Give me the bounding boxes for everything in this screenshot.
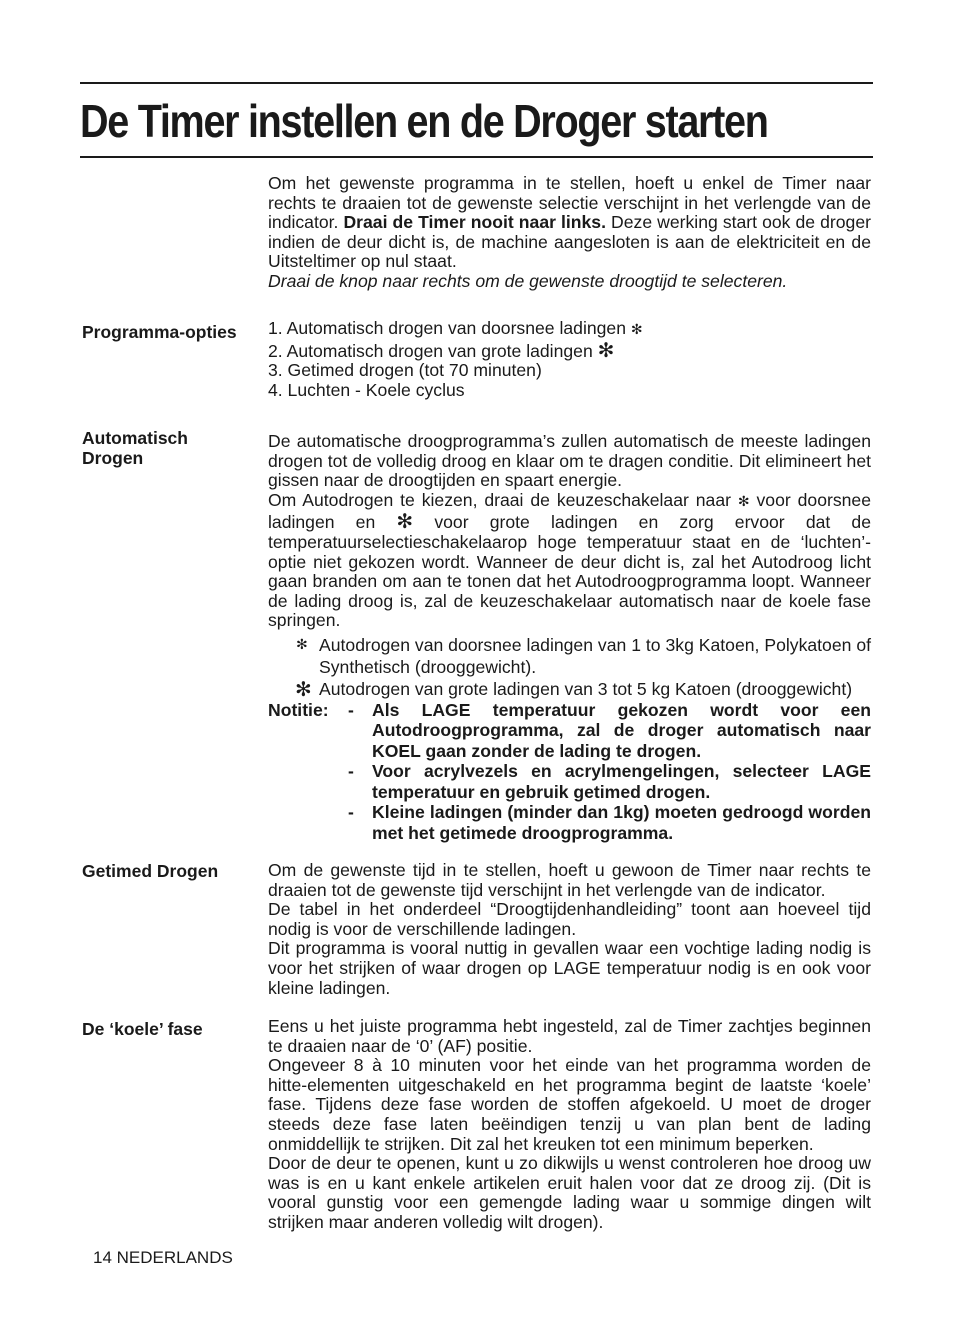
heading-line-1: Automatisch bbox=[82, 428, 188, 448]
list-item: 3. Getimed drogen (tot 70 minuten) bbox=[268, 360, 542, 381]
intro-text-1: Om het gewenste programma in te stellen, hoeft u enkel de Timer naar rechts te draaien tot de gewenste selectie verschijnt in het verlengde van de indicator. bbox=[268, 173, 871, 233]
program-options-list bbox=[268, 319, 871, 400]
title-bottom-rule bbox=[80, 156, 873, 158]
auto-sub-item-small bbox=[268, 634, 871, 678]
large-load-icon: ✻ bbox=[295, 676, 312, 701]
auto-p2-text-b: voor doorsnee ladingen en bbox=[268, 489, 871, 533]
koele-paragraph-3: Door de deur te openen, kunt u zo dikwijls u wenst controleren hoe droog uw was is en u kant enkele artikelen eruit halen voor dat ze droog zij. (Dit is vooral gunstig voor een gemengde lading waar u sommige dingen wilt strijken maar anderen volledig wilt drogen). bbox=[268, 1153, 871, 1232]
auto-sub-item-large bbox=[268, 678, 871, 700]
getimed-paragraph-1: Om de gewenste tijd in te stellen, hoeft u gewoon de Timer naar rechts te draaien tot de gewenste tijd verschijnt in het verlengde van de indicator. bbox=[268, 860, 871, 900]
getimed-drogen-section bbox=[268, 861, 871, 998]
note-text: Kleine ladingen (minder dan 1kg) moeten gedroogd worden met het getimede droogprogramma. bbox=[372, 802, 871, 843]
list-item: 4. Luchten - Koele cyclus bbox=[268, 379, 465, 400]
sub-item-text: Autodrogen van doorsnee ladingen van 1 to 3kg Katoen, Polykatoen of Synthetisch (drooggewicht). bbox=[319, 634, 871, 677]
programma-opties-section bbox=[268, 319, 871, 400]
getimed-paragraph-3: Dit programma is vooral nuttig in gevallen waar een vochtige lading nodig is voor het strijken of waar drogen op LAGE temperatuur nodig is en ook voor kleine ladingen. bbox=[268, 938, 871, 998]
note-item bbox=[268, 761, 871, 802]
intro-text-2: Deze werking start ook de droger indien de deur dicht is, de machine aangesloten is aan de elektriciteit en de Uitsteltimer op nul staat. bbox=[268, 212, 871, 272]
small-load-icon: ✻ bbox=[737, 493, 750, 510]
intro-instruction: Draai de knop naar rechts om de gewenste droogtijd te selecteren. bbox=[268, 270, 788, 291]
small-load-icon: ✻ bbox=[630, 322, 643, 338]
small-load-icon: ✻ bbox=[296, 636, 308, 653]
top-rule bbox=[80, 82, 873, 84]
note-dash: - bbox=[348, 699, 354, 720]
option-1-label: 1. Automatisch drogen van doorsnee ladingen bbox=[268, 318, 626, 338]
note-item bbox=[268, 700, 871, 762]
large-load-icon: ✻ bbox=[396, 509, 414, 534]
automatisch-drogen-heading bbox=[82, 428, 262, 468]
auto-paragraph-2 bbox=[268, 491, 871, 631]
notes-block bbox=[268, 700, 871, 844]
heading-line-2: Drogen bbox=[82, 448, 144, 468]
intro-warning: Draai de Timer nooit naar links. bbox=[343, 212, 606, 233]
note-dash: - bbox=[348, 761, 354, 782]
list-item bbox=[268, 319, 871, 341]
koele-paragraph-2: Ongeveer 8 à 10 minuten voor het einde van het programma worden de hitte-elementen uitgeschakeld en het programma begint de laatste ‘koele’ fase. Tijdens deze fase worden de stoffen afgekoeld. U moet de droger steeds deze fase laten beëindigen tenzij u van plan bent de lading onmiddellijk te strijken. Dit zal het kreuken tot een minimum beperken. bbox=[268, 1055, 871, 1154]
note-label: Notitie: bbox=[268, 699, 329, 720]
koele-fase-section bbox=[268, 1017, 871, 1233]
note-text: Als LAGE temperatuur gekozen wordt voor een Autodroogprogramma, zal de droger automatisch naar KOEL gaan zonder de lading te drogen. bbox=[372, 699, 871, 761]
large-load-icon: ✻ bbox=[597, 337, 615, 362]
koele-paragraph-1: Eens u het juiste programma hebt ingesteld, zal de Timer zachtjes beginnen te draaien naar de ‘0’ (AF) positie. bbox=[268, 1016, 871, 1056]
page-footer: 14 NEDERLANDS bbox=[93, 1248, 233, 1267]
sub-item-text: Autodrogen van grote ladingen van 3 tot 5 kg Katoen (drooggewicht) bbox=[319, 678, 853, 699]
programma-opties-heading: Programma-opties bbox=[82, 322, 237, 342]
getimed-paragraph-2: De tabel in het onderdeel “Droogtijdenhandleiding” toont aan hoeveel tijd nodig is voor de verschillende ladingen. bbox=[268, 899, 871, 939]
intro-section bbox=[268, 174, 871, 292]
intro-paragraph bbox=[268, 174, 871, 272]
page-title: De Timer instellen en de Droger starten bbox=[80, 95, 768, 147]
getimed-drogen-heading: Getimed Drogen bbox=[82, 861, 219, 881]
note-dash: - bbox=[348, 802, 354, 823]
automatisch-drogen-section bbox=[268, 432, 871, 843]
list-item bbox=[268, 337, 871, 362]
auto-paragraph-1: De automatische droogprogramma’s zullen automatisch de meeste ladingen drogen tot de volledig droog en klaar om te dragen conditie. Dit elimineert het gissen naar de droogtijden en spaart energie. bbox=[268, 431, 871, 491]
note-text: Voor acrylvezels en acrylmengelingen, selecteer LAGE temperatuur en gebruik getimed drogen. bbox=[372, 761, 871, 802]
auto-p2-text-c: voor grote ladingen en zorg ervoor dat de temperatuurselectieschakelaarop hoge temperatuur staat en de ‘luchten’-optie niet gekozen wordt. Wanneer de deur dicht is, zal het Autodroog licht gaan branden om aan te tonen dat het Autodroogprogramma loopt. Wanneer de lading droog is, zal de keuzeschakelaar automatisch naar de koele fase springen. bbox=[268, 512, 871, 631]
option-2-label: 2. Automatisch drogen van grote ladingen bbox=[268, 340, 593, 361]
auto-p2-text-a: Om Autodrogen te kiezen, draai de keuzeschakelaar naar bbox=[268, 489, 738, 510]
koele-fase-heading: De ‘koele’ fase bbox=[82, 1019, 203, 1039]
note-item bbox=[268, 802, 871, 843]
